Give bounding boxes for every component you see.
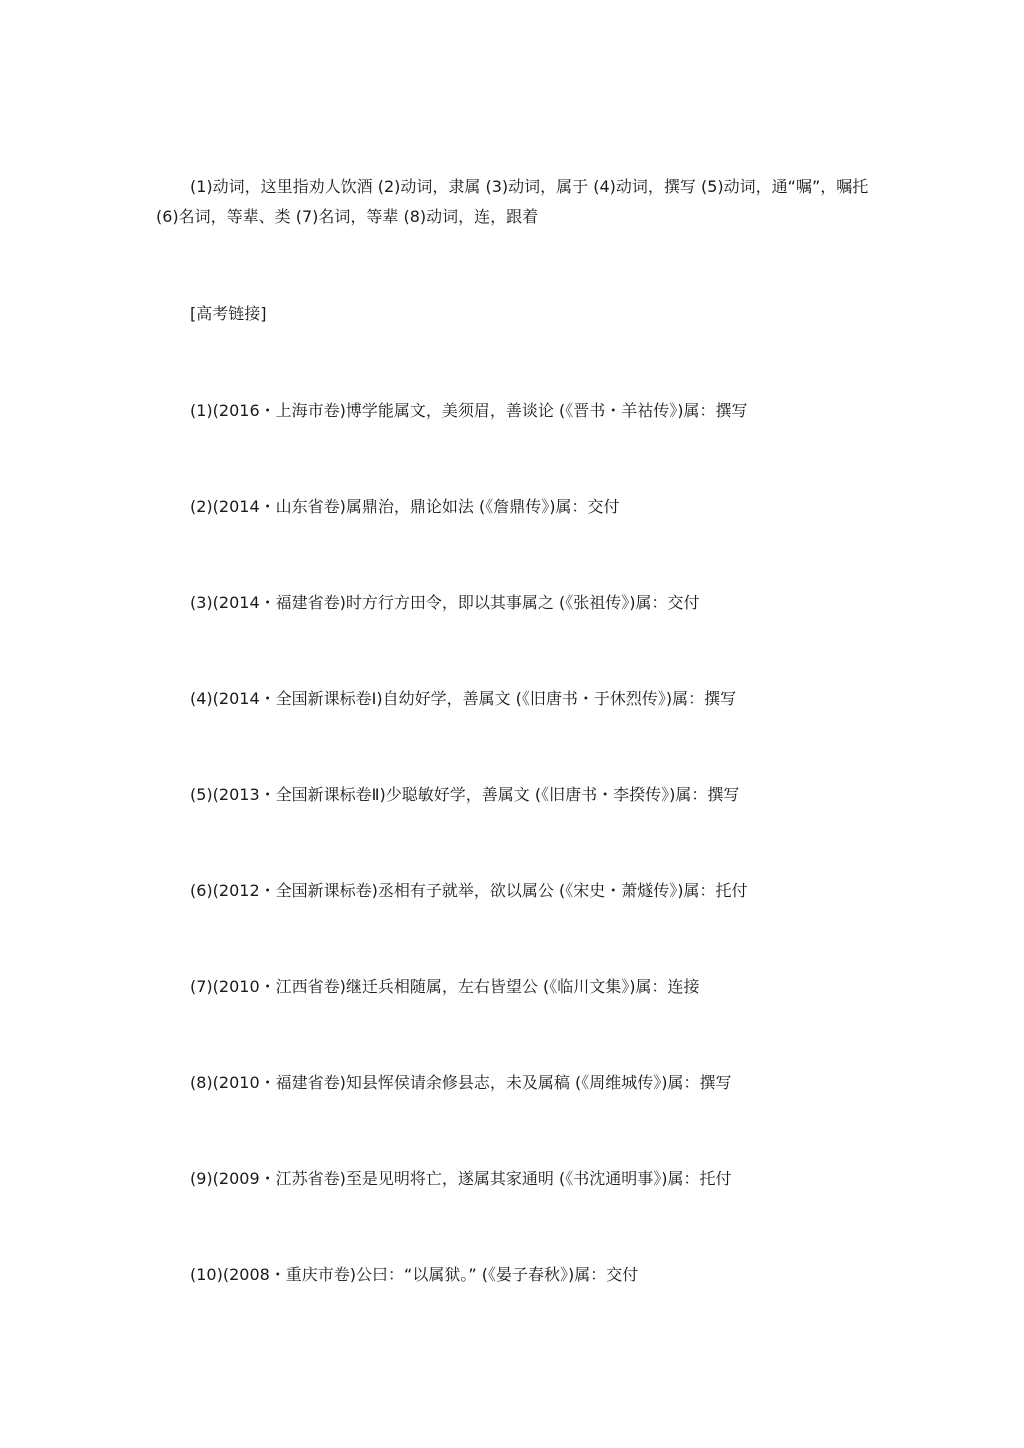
link-item: (10)(2008・重庆市卷)公曰：“以属狱。” (《晏子春秋》)属：交付 bbox=[190, 1265, 639, 1284]
link-item: (2)(2014・山东省卷)属鼎治，鼎论如法 (《詹鼎传》)属：交付 bbox=[190, 497, 620, 516]
link-item: (6)(2012・全国新课标卷)丞相有子就举，欲以属公 (《宋史・萧燧传》)属：托付 bbox=[190, 881, 748, 900]
section-heading: [高考链接] bbox=[190, 304, 267, 323]
link-item: (7)(2010・江西省卷)继迁兵相随属，左右皆望公 (《临川文集》)属：连接 bbox=[190, 977, 700, 996]
link-item: (9)(2009・江苏省卷)至是见明将亡，遂属其家通明 (《书沈通明事》)属：托付 bbox=[190, 1169, 732, 1188]
link-item: (4)(2014・全国新课标卷Ⅰ)自幼好学，善属文 (《旧唐书・于休烈传》)属：撰写 bbox=[190, 689, 737, 708]
link-item: (5)(2013・全国新课标卷Ⅱ)少聪敏好学，善属文 (《旧唐书・李揆传》)属：撰写 bbox=[190, 785, 740, 804]
link-item: (8)(2010・福建省卷)知县恽侯请余修县志，未及属稿 (《周维城传》)属：撰写 bbox=[190, 1073, 732, 1092]
definitions-paragraph: (1)动词，这里指劝人饮酒 (2)动词，隶属 (3)动词，属于 (4)动词，撰写 (5)动词，通“嘱”，嘱托 (6)名词，等辈、类 (7)名词，等辈 (8)动词，连，跟着 bbox=[156, 177, 869, 226]
link-item: (3)(2014・福建省卷)时方行方田令，即以其事属之 (《张祖传》)属：交付 bbox=[190, 593, 700, 612]
link-item: (1)(2016・上海市卷)博学能属文，美须眉，善谈论 (《晋书・羊祜传》)属：撰写 bbox=[190, 401, 748, 420]
